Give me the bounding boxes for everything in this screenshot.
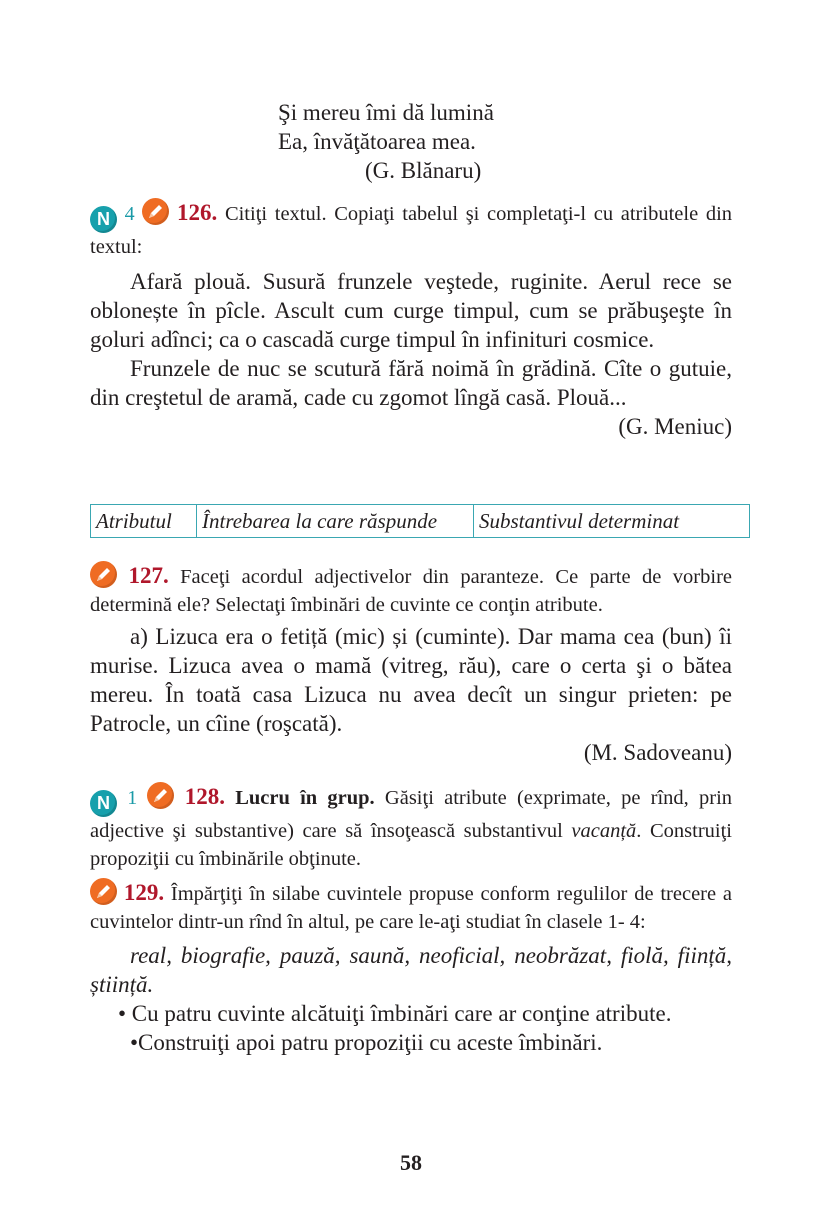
poem-author: (G. Blănaru) [365, 158, 482, 183]
table-header-cell: Substantivul determinat [474, 505, 750, 538]
exercise-128 [90, 782, 732, 873]
pencil-icon [142, 198, 169, 225]
instruction-text: Citiţi textul. Copiaţi tabelul şi completaţi-l cu atributele din textul: [90, 203, 733, 258]
pencil-icon [147, 782, 174, 809]
exercise-127-text: a) Lizuca era o fetiță (mic) și (cuminte). Dar mama cea (bun) îi murise. Lizuca avea o mamă (vitreg, rău), care o certa şi o bătea mereu. În toată casa Lizuca nu avea decît un singur prieten: pe Patrocle, un cîine (roşcată). [90, 624, 732, 736]
exercise-127 [90, 561, 732, 767]
exercise-129 [90, 878, 732, 1057]
highlighted-word: vacanță [571, 820, 637, 842]
exercise-number: 128. [184, 784, 225, 809]
task-bullet: •Construiţi apoi patru propoziţii cu aceste îmbinări. [130, 1030, 603, 1055]
exercise-127-author: (M. Sadoveanu) [583, 740, 732, 765]
exercise-number: 127. [128, 563, 169, 588]
group-work-label: Lucru în grup. [235, 787, 375, 809]
level-number: 4 [124, 203, 135, 225]
exercise-127-instruction [90, 561, 732, 619]
exercise-129-instruction [90, 878, 732, 936]
instruction-text: Găsiţi atribute (exprimate, pe rînd, prin adjective şi substantive) care să însoţească substantivul [90, 787, 733, 842]
pencil-icon [90, 561, 117, 588]
level-number: 1 [127, 787, 138, 809]
task-bullet: • Cu patru cuvinte alcătuiţi îmbinări care ar conţine atribute. [118, 1001, 672, 1026]
table-header-row [91, 505, 750, 538]
exercise-number: 129. [123, 880, 165, 905]
exercise-number: 126. [177, 200, 218, 225]
level-n-icon: N [90, 206, 117, 233]
poem-line: Ea, învăţătoarea mea. [278, 129, 476, 154]
word-list: real, biografie, pauză, saună, neoficial, neobrăzat, fiolă, ființă, știință. [90, 943, 732, 997]
level-n-icon: N [90, 790, 117, 817]
table-header-cell: Întrebarea la care răspunde [197, 505, 474, 538]
instruction-text: Faceţi acordul adjectivelor din paranteze. Ce parte de vorbire determină ele? Selectaţi îmbinări de cuvinte ce conţin atribute. [90, 566, 733, 616]
exercise-126-paragraph-2: Frunzele de nuc se scutură fără noimă în grădină. Cîte o gutuie, din creştetul de aramă, cade cu zgomot lîngă casă. Plouă... [90, 356, 732, 410]
attribute-table [90, 504, 750, 538]
instruction-text: . Construiţi propoziţii cu îmbinările obţinute. [90, 820, 733, 870]
exercise-126 [90, 198, 732, 441]
exercise-126-instruction [90, 198, 732, 261]
table-header-cell: Atributul [91, 505, 197, 538]
poem-excerpt [278, 98, 494, 185]
pencil-icon [90, 878, 117, 905]
exercise-126-author: (G. Meniuc) [618, 414, 732, 439]
exercise-128-instruction [90, 782, 732, 873]
instruction-text: Împărţiţi în silabe cuvintele propuse conform regulilor de trecere a cuvintelor dintr-un rînd în altul, pe care le-aţi studiat în clasele 1- 4: [90, 883, 733, 933]
poem-line: Şi mereu îmi dă lumină [278, 100, 494, 125]
page-number: 58 [400, 1150, 422, 1175]
exercise-126-paragraph-1: Afară plouă. Susură frunzele veştede, ruginite. Aerul rece se oblonește în pîcle. Ascult cum curge timpul, cum se prăbuşeşte în goluri adînci; ca o cascadă curge timpul în infinituri cosmice. [90, 269, 732, 352]
